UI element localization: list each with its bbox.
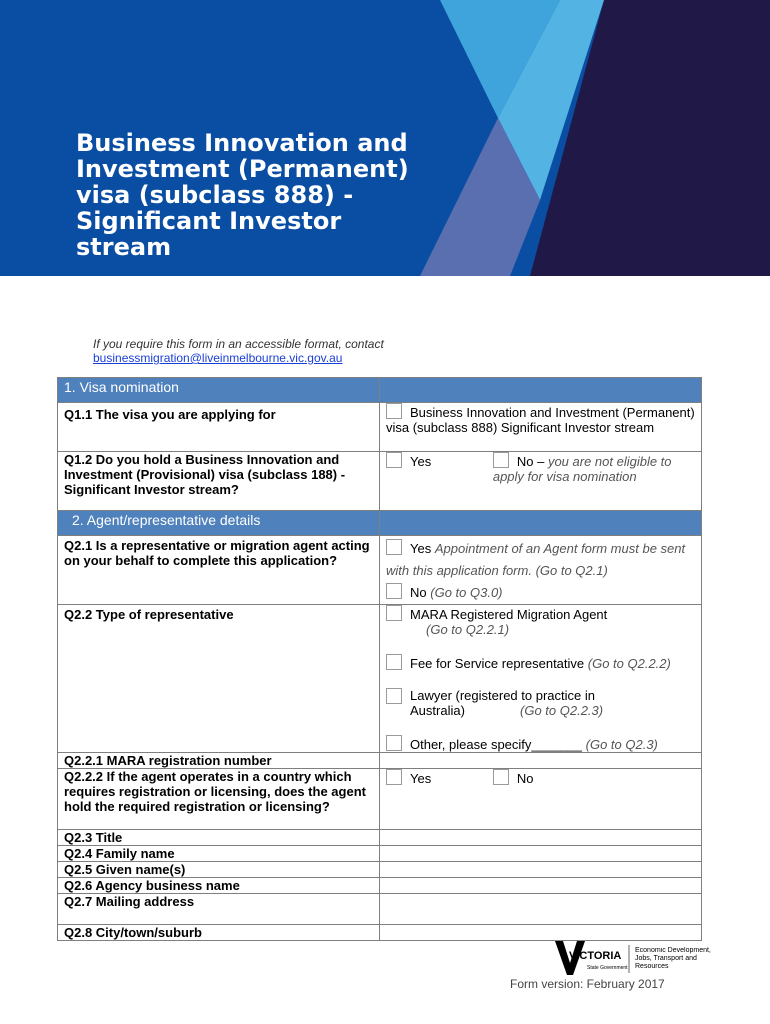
logo-sub: State Government [587, 965, 628, 971]
application-form-table [57, 377, 702, 941]
answer-field-mailing-address[interactable] [380, 894, 702, 925]
option-no-note: you are not eligible to apply for visa nomination [492, 454, 672, 484]
accessibility-text: If you require this form in an accessible format, contact [93, 337, 384, 351]
section-title: 1. Visa nomination [58, 378, 380, 403]
question-label: Q2.2.2 If the agent operates in a country which requires registration or licensing, does the agent hold the required registration or licensing? [58, 769, 380, 830]
checkbox-other[interactable] [386, 735, 402, 751]
answer-field-agency-name[interactable] [380, 878, 702, 894]
question-label: Q2.2.1 MARA registration number [58, 753, 380, 769]
checkbox-yes[interactable] [386, 769, 402, 785]
option-yes-label: Yes [410, 454, 432, 469]
table-row-q2-1 [58, 536, 702, 605]
table-row-q2-2 [58, 605, 702, 753]
table-row-q2-7 [58, 894, 702, 925]
option-label: MARA Registered Migration Agent [410, 607, 608, 622]
logo-graphic [553, 941, 723, 977]
option-label: Fee for Service representative [410, 656, 585, 671]
table-row-q2-8 [58, 925, 702, 941]
option-note: (Go to Q2.2.2) [587, 656, 671, 671]
option-note: (Go to Q2.2.1) [426, 622, 510, 637]
checkbox-no[interactable] [386, 583, 402, 599]
checkbox-visa-888[interactable] [386, 403, 402, 419]
option-label: Other, please specify_______ [410, 737, 583, 752]
checkbox-yes[interactable] [386, 539, 402, 555]
question-label: Q1.1 The visa you are applying for [58, 403, 380, 452]
section-title: 2. Agent/representative details [58, 511, 380, 536]
question-label: Q2.3 Title [58, 830, 380, 846]
department-name: Economic Development, Jobs, Transport and Resources [635, 947, 711, 970]
checkbox-fee-for-service[interactable] [386, 654, 402, 670]
question-label: Q2.6 Agency business name [58, 878, 380, 894]
answer-field-given-names[interactable] [380, 862, 702, 878]
section-header-visa-nomination [58, 378, 702, 403]
answer-field-family-name[interactable] [380, 846, 702, 862]
question-label: Q2.4 Family name [58, 846, 380, 862]
checkbox-mara-agent[interactable] [386, 605, 402, 621]
option-note: (Go to Q2.3) [585, 737, 658, 752]
title-clip [0, 0, 770, 284]
option-label: Lawyer (registered to practice in Australia) [410, 688, 595, 718]
option-label: Business Innovation and Investment (Permanent) visa (subclass 888) Significant Investor stream [386, 405, 695, 435]
option-yes-note: Appointment of an Agent form must be sent with this application form. (Go to Q2.1) [386, 541, 686, 578]
form-version: Form version: February 2017 [510, 977, 665, 991]
table-row-q2-5 [58, 862, 702, 878]
table-row-q1-2 [58, 452, 702, 511]
table-row-q2-6 [58, 878, 702, 894]
contact-email-link[interactable]: businessmigration@liveinmelbourne.vic.gov.au [93, 351, 343, 365]
table-row-q2-4 [58, 846, 702, 862]
question-label: Q1.2 Do you hold a Business Innovation and Investment (Provisional) visa (subclass 188) - Significant Investor stream? [58, 452, 380, 511]
option-no-label: No – [516, 454, 545, 469]
accessibility-note [93, 337, 433, 365]
option-no-label: No [410, 585, 427, 600]
section-header-agent-details [58, 511, 702, 536]
checkbox-yes[interactable] [386, 452, 402, 468]
question-label: Q2.8 City/town/suburb [58, 925, 380, 941]
option-yes-label: Yes [410, 771, 432, 786]
answer-field-mara-number[interactable] [380, 753, 702, 769]
table-row-q2-2-2 [58, 769, 702, 830]
checkbox-no[interactable] [493, 769, 509, 785]
option-note: (Go to Q2.2.3) [520, 703, 604, 718]
option-no-label: No [516, 771, 534, 786]
form-title: Business Innovation and Investment (Permanent) visa (subclass 888) - Significant Investor stream [76, 129, 409, 261]
checkbox-lawyer[interactable] [386, 688, 402, 704]
answer-field-city[interactable] [380, 925, 702, 941]
answer-field-title[interactable] [380, 830, 702, 846]
victoria-government-logo [553, 941, 723, 982]
question-label: Q2.7 Mailing address [58, 894, 380, 925]
table-row-q2-3 [58, 830, 702, 846]
table-row-q1-1 [58, 403, 702, 452]
table-row-q2-2-1 [58, 753, 702, 769]
question-label: Q2.1 Is a representative or migration agent acting on your behalf to complete this application? [58, 536, 380, 605]
option-yes-label: Yes [410, 541, 432, 556]
checkbox-no[interactable] [493, 452, 509, 468]
question-label: Q2.2 Type of representative [58, 605, 380, 753]
option-no-note: (Go to Q3.0) [430, 585, 503, 600]
question-label: Q2.5 Given name(s) [58, 862, 380, 878]
logo-word: VICTORIA [569, 950, 622, 962]
